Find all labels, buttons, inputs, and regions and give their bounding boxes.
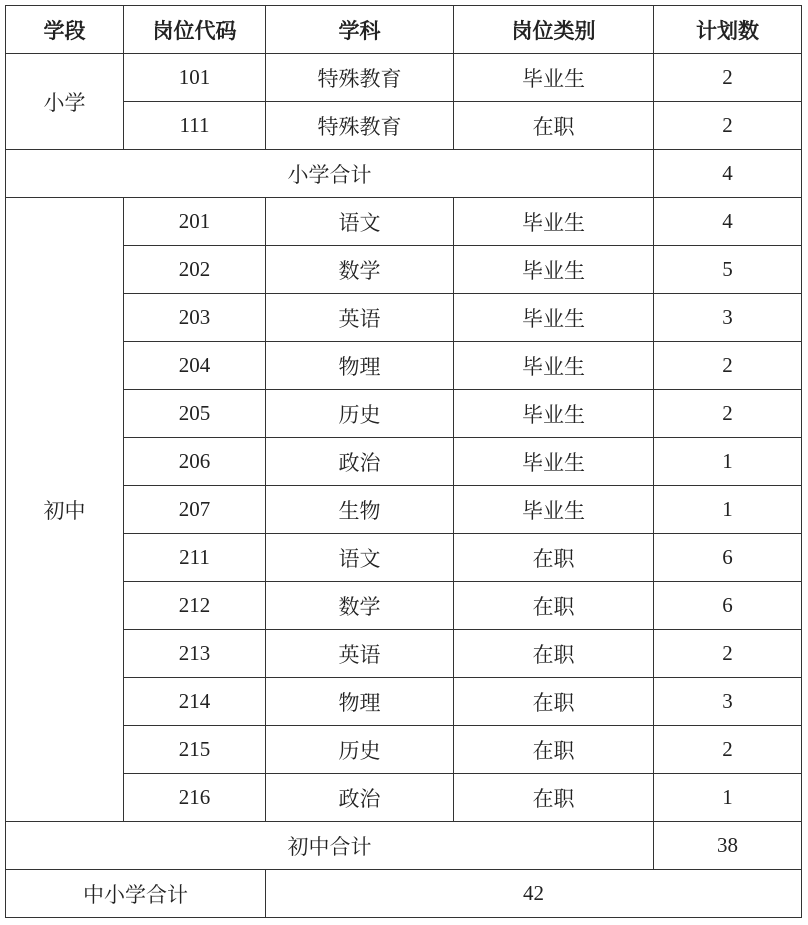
count-cell: 2: [654, 102, 802, 150]
grand-total-row: [6, 870, 802, 918]
category-cell: 在职: [454, 630, 654, 678]
subtotal-label: 小学合计: [6, 150, 654, 198]
subject-cell: 特殊教育: [266, 102, 454, 150]
position-code-cell: 211: [124, 534, 266, 582]
category-cell: 毕业生: [454, 54, 654, 102]
header-planned-count: 计划数: [654, 6, 802, 54]
position-code-cell: 212: [124, 582, 266, 630]
count-cell: 1: [654, 438, 802, 486]
category-cell: 毕业生: [454, 198, 654, 246]
category-cell: 在职: [454, 582, 654, 630]
count-cell: 1: [654, 774, 802, 822]
category-cell: 在职: [454, 726, 654, 774]
count-cell: 6: [654, 534, 802, 582]
table-row: [6, 342, 802, 390]
subject-cell: 历史: [266, 390, 454, 438]
category-cell: 毕业生: [454, 342, 654, 390]
table-row: [6, 630, 802, 678]
count-cell: 3: [654, 678, 802, 726]
subject-cell: 生物: [266, 486, 454, 534]
subject-cell: 物理: [266, 342, 454, 390]
subject-cell: 特殊教育: [266, 54, 454, 102]
recruitment-plan-table: [5, 5, 802, 918]
category-cell: 在职: [454, 534, 654, 582]
subtotal-row: [6, 822, 802, 870]
table-row: [6, 294, 802, 342]
count-cell: 2: [654, 342, 802, 390]
subject-cell: 政治: [266, 438, 454, 486]
table-row: [6, 54, 802, 102]
header-position-code: 岗位代码: [124, 6, 266, 54]
position-code-cell: 101: [124, 54, 266, 102]
table-row: [6, 582, 802, 630]
grand-total-label: 中小学合计: [6, 870, 266, 918]
count-cell: 6: [654, 582, 802, 630]
count-cell: 2: [654, 630, 802, 678]
subject-cell: 数学: [266, 246, 454, 294]
position-code-cell: 216: [124, 774, 266, 822]
table-row: [6, 246, 802, 294]
category-cell: 毕业生: [454, 438, 654, 486]
subject-cell: 语文: [266, 198, 454, 246]
position-code-cell: 206: [124, 438, 266, 486]
subtotal-value: 38: [654, 822, 802, 870]
count-cell: 5: [654, 246, 802, 294]
table-row: [6, 678, 802, 726]
header-position-category: 岗位类别: [454, 6, 654, 54]
category-cell: 在职: [454, 774, 654, 822]
position-code-cell: 215: [124, 726, 266, 774]
table-row: [6, 486, 802, 534]
subject-cell: 物理: [266, 678, 454, 726]
position-code-cell: 111: [124, 102, 266, 150]
stage-cell: 小学: [6, 54, 124, 150]
header-row: [6, 6, 802, 54]
subtotal-label: 初中合计: [6, 822, 654, 870]
count-cell: 4: [654, 198, 802, 246]
position-code-cell: 201: [124, 198, 266, 246]
subject-cell: 数学: [266, 582, 454, 630]
subtotal-value: 4: [654, 150, 802, 198]
position-code-cell: 203: [124, 294, 266, 342]
table-row: [6, 534, 802, 582]
category-cell: 在职: [454, 102, 654, 150]
table-row: [6, 102, 802, 150]
subject-cell: 英语: [266, 294, 454, 342]
count-cell: 2: [654, 390, 802, 438]
subtotal-row: [6, 150, 802, 198]
count-cell: 2: [654, 54, 802, 102]
table-row: [6, 726, 802, 774]
table-row: [6, 774, 802, 822]
position-code-cell: 214: [124, 678, 266, 726]
count-cell: 1: [654, 486, 802, 534]
table-row: [6, 198, 802, 246]
subject-cell: 历史: [266, 726, 454, 774]
category-cell: 毕业生: [454, 486, 654, 534]
header-stage: 学段: [6, 6, 124, 54]
header-subject: 学科: [266, 6, 454, 54]
table-row: [6, 438, 802, 486]
category-cell: 在职: [454, 678, 654, 726]
category-cell: 毕业生: [454, 294, 654, 342]
stage-cell: 初中: [6, 198, 124, 822]
subject-cell: 语文: [266, 534, 454, 582]
position-code-cell: 202: [124, 246, 266, 294]
table-body: [6, 54, 802, 918]
position-code-cell: 205: [124, 390, 266, 438]
subject-cell: 政治: [266, 774, 454, 822]
position-code-cell: 207: [124, 486, 266, 534]
grand-total-value: 42: [266, 870, 802, 918]
count-cell: 3: [654, 294, 802, 342]
position-code-cell: 213: [124, 630, 266, 678]
table-row: [6, 390, 802, 438]
position-code-cell: 204: [124, 342, 266, 390]
subject-cell: 英语: [266, 630, 454, 678]
category-cell: 毕业生: [454, 246, 654, 294]
category-cell: 毕业生: [454, 390, 654, 438]
count-cell: 2: [654, 726, 802, 774]
